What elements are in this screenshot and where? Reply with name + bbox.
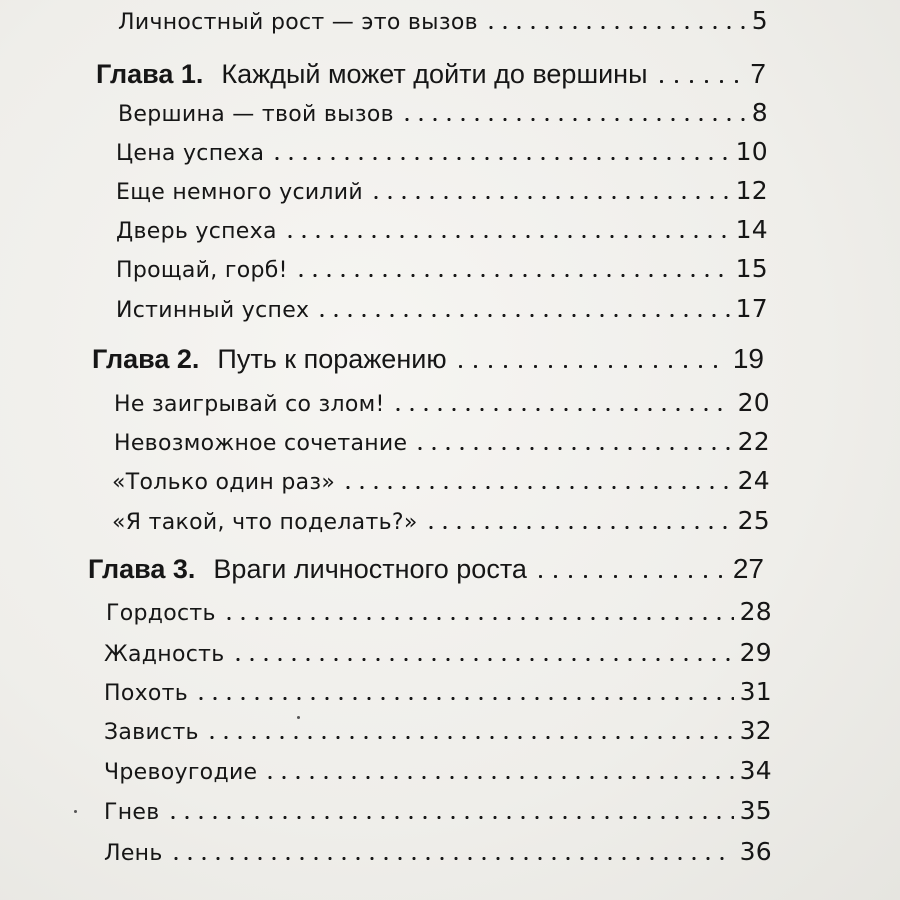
dot-leader — [484, 26, 746, 29]
entry-title: Личностный рост — это вызов — [118, 10, 478, 35]
dot-leader — [294, 274, 730, 277]
toc-entry-intro — [118, 6, 768, 35]
toc-entry — [106, 597, 772, 626]
toc-entry — [112, 506, 770, 535]
entry-page: 35 — [739, 796, 772, 825]
entry-page: 14 — [735, 215, 768, 244]
entry-page: 28 — [739, 597, 772, 626]
entry-page: 20 — [737, 388, 770, 417]
dot-leader — [424, 526, 732, 529]
paper-speck — [74, 810, 77, 813]
toc-entry — [104, 756, 772, 785]
toc-entry — [116, 254, 768, 283]
entry-page: 25 — [737, 506, 770, 535]
entry-title: Не заигрывай со злом! — [114, 392, 385, 417]
entry-page: 24 — [737, 466, 770, 495]
dot-leader — [400, 118, 746, 121]
entry-title: Жадность — [104, 642, 225, 667]
dot-leader — [166, 816, 734, 819]
entry-title: Похоть — [104, 681, 189, 706]
chapter-heading-2 — [92, 343, 764, 375]
entry-page: 8 — [751, 98, 768, 127]
dot-leader — [413, 447, 731, 450]
toc-entry — [118, 98, 768, 127]
entry-page: 10 — [735, 137, 768, 166]
toc-entry — [116, 294, 768, 323]
dot-leader — [315, 314, 729, 317]
chapter-title: Враги личностного роста — [213, 554, 527, 584]
toc-entry — [114, 388, 770, 417]
entry-page: 36 — [739, 837, 772, 866]
dot-leader — [391, 408, 732, 411]
dot-leader — [369, 196, 730, 199]
toc-entry — [104, 638, 772, 667]
entry-title: «Только один раз» — [112, 470, 336, 495]
chapter-heading-3 — [88, 553, 764, 585]
entry-title: Прощай, горб! — [116, 258, 288, 283]
dot-leader — [533, 575, 727, 578]
entry-title: Невозможное сочетание — [114, 431, 408, 456]
dot-leader — [453, 365, 727, 368]
entry-title: Истинный успех — [116, 298, 310, 323]
entry-page: 22 — [737, 427, 770, 456]
entry-title: Вершина — твой вызов — [118, 102, 394, 127]
entry-title: «Я такой, что поделать?» — [112, 510, 418, 535]
entry-page: 12 — [735, 176, 768, 205]
dot-leader — [263, 776, 733, 779]
entry-title: Лень — [104, 841, 163, 866]
entry-title: Чревоугодие — [104, 760, 258, 785]
toc-entry — [112, 466, 770, 495]
entry-title: Гнев — [104, 800, 160, 825]
chapter-label: Глава 3. — [88, 554, 196, 584]
entry-page: 32 — [739, 716, 772, 745]
chapter-label: Глава 1. — [96, 59, 204, 89]
entry-page: 5 — [751, 6, 768, 35]
dot-leader — [283, 235, 730, 238]
toc-entry — [116, 176, 768, 205]
entry-page: 31 — [739, 677, 772, 706]
toc-entry — [116, 137, 768, 166]
chapter-page: 7 — [750, 58, 766, 89]
toc-entry — [116, 215, 768, 244]
entry-title: Еще немного усилий — [116, 180, 363, 205]
entry-title: Зависть — [104, 720, 199, 745]
entry-title: Гордость — [106, 601, 216, 626]
toc-entry — [114, 427, 770, 456]
toc-entry — [104, 677, 772, 706]
entry-page: 17 — [735, 294, 768, 323]
dot-leader — [194, 697, 734, 700]
dot-leader — [341, 486, 731, 489]
chapter-page: 27 — [732, 553, 764, 584]
toc-entry — [104, 716, 772, 745]
entry-page: 15 — [735, 254, 768, 283]
chapter-title: Каждый может дойти до вершины — [221, 59, 648, 89]
toc-entry — [104, 837, 772, 866]
entry-page: 34 — [739, 756, 772, 785]
toc-entry — [104, 796, 772, 825]
chapter-heading-1 — [96, 58, 766, 90]
chapter-page: 19 — [732, 343, 764, 374]
entry-page: 29 — [739, 638, 772, 667]
chapter-title: Путь к поражению — [217, 344, 447, 374]
dot-leader — [205, 736, 734, 739]
entry-title: Дверь успеха — [116, 219, 277, 244]
entry-title: Цена успеха — [116, 141, 265, 166]
dot-leader — [169, 857, 734, 860]
chapter-label: Глава 2. — [92, 344, 200, 374]
dot-leader — [222, 617, 734, 620]
paper-speck — [297, 716, 300, 719]
dot-leader — [270, 157, 729, 160]
dot-leader — [654, 80, 745, 83]
dot-leader — [231, 658, 734, 661]
